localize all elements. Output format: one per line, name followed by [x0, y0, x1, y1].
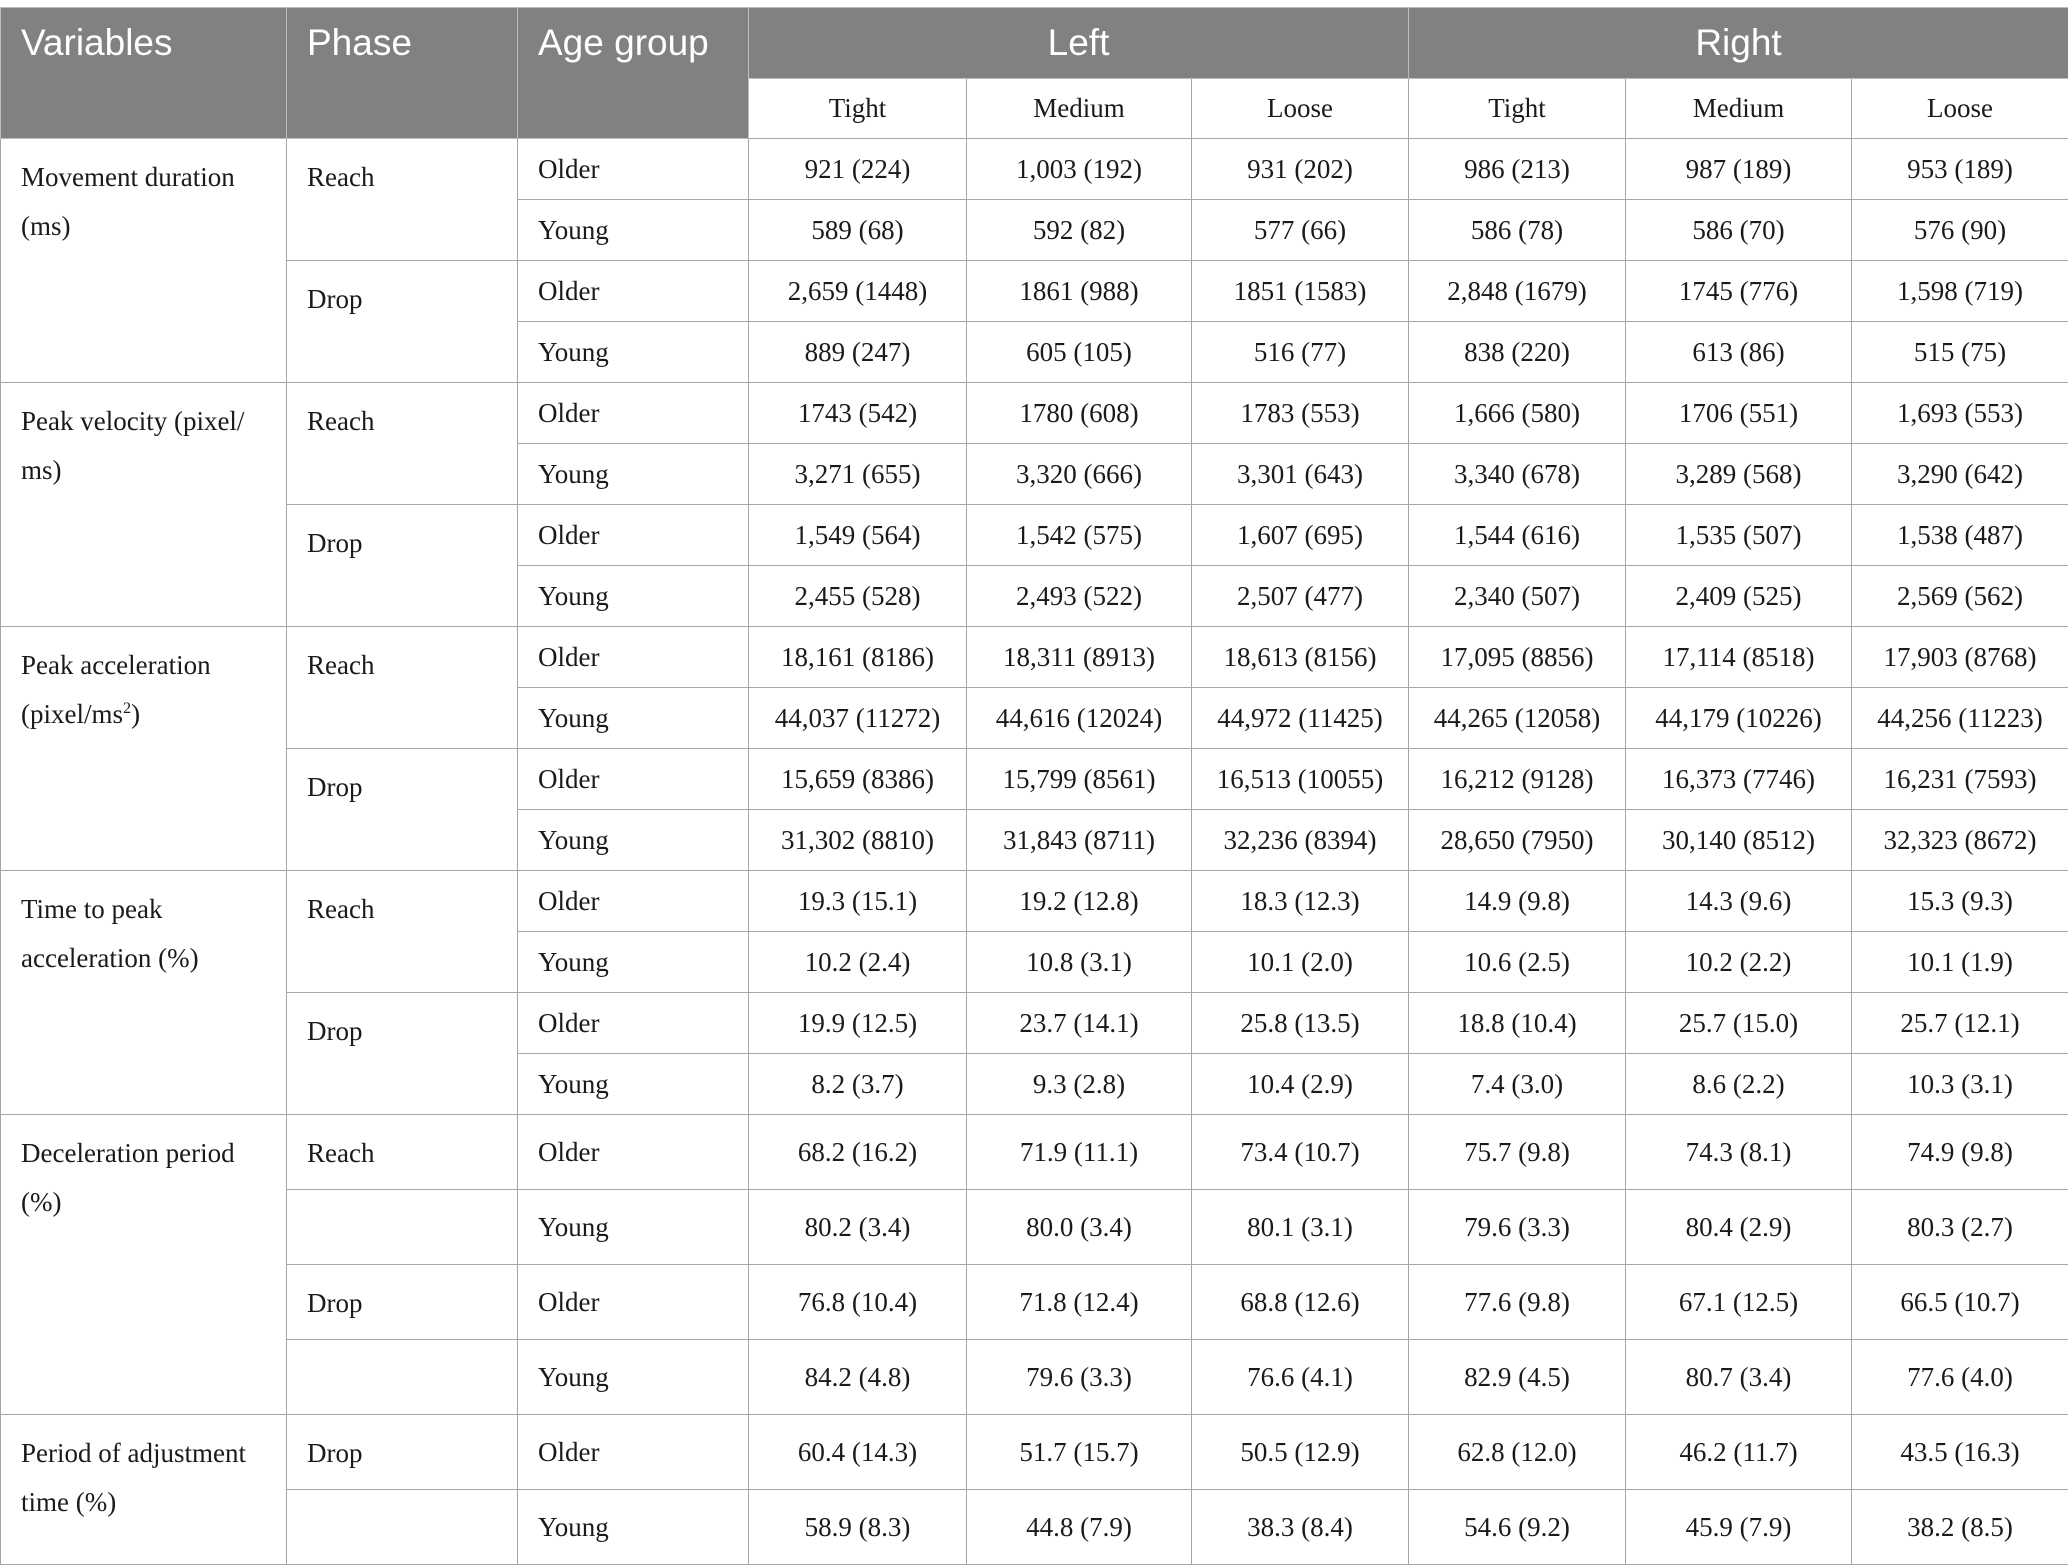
value-cell: 1861 (988) [967, 261, 1192, 322]
phase-label: Drop [287, 505, 518, 627]
value-cell: 986 (213) [1409, 139, 1626, 200]
value-cell: 2,409 (525) [1626, 566, 1852, 627]
value-cell: 23.7 (14.1) [967, 993, 1192, 1054]
value-cell: 31,843 (8711) [967, 810, 1192, 871]
results-table [0, 7, 2068, 1565]
phase-label: Drop [287, 1265, 518, 1340]
phase-label [287, 1190, 518, 1265]
variable-text: 2 [123, 699, 131, 717]
value-cell: 18.3 (12.3) [1192, 871, 1409, 932]
age-group-cell: Older [518, 505, 749, 566]
age-group-cell: Older [518, 1115, 749, 1190]
table-row [1, 1490, 2068, 1565]
value-cell: 10.8 (3.1) [967, 932, 1192, 993]
table-row [1, 1415, 2068, 1490]
table-row [1, 1265, 2068, 1340]
age-group-cell: Older [518, 261, 749, 322]
value-cell: 3,301 (643) [1192, 444, 1409, 505]
value-cell: 50.5 (12.9) [1192, 1415, 1409, 1490]
variable-text: Deceleration period (%) [21, 1138, 235, 1217]
value-cell: 15.3 (9.3) [1852, 871, 2068, 932]
age-group-cell: Young [518, 932, 749, 993]
value-cell: 15,659 (8386) [749, 749, 967, 810]
value-cell: 71.8 (12.4) [967, 1265, 1192, 1340]
value-cell: 60.4 (14.3) [749, 1415, 967, 1490]
value-cell: 79.6 (3.3) [967, 1340, 1192, 1415]
value-cell: 80.1 (3.1) [1192, 1190, 1409, 1265]
value-cell: 25.7 (15.0) [1626, 993, 1852, 1054]
header-phase: Phase [287, 8, 518, 139]
table-row [1, 627, 2068, 688]
value-cell: 44.8 (7.9) [967, 1490, 1192, 1565]
subheader-left-tight: Tight [749, 79, 967, 139]
value-cell: 74.3 (8.1) [1626, 1115, 1852, 1190]
value-cell: 38.3 (8.4) [1192, 1490, 1409, 1565]
value-cell: 1,549 (564) [749, 505, 967, 566]
value-cell: 17,114 (8518) [1626, 627, 1852, 688]
value-cell: 16,513 (10055) [1192, 749, 1409, 810]
age-group-cell: Older [518, 139, 749, 200]
value-cell: 3,289 (568) [1626, 444, 1852, 505]
value-cell: 76.8 (10.4) [749, 1265, 967, 1340]
value-cell: 1743 (542) [749, 383, 967, 444]
age-group-cell: Young [518, 1490, 749, 1565]
value-cell: 838 (220) [1409, 322, 1626, 383]
variable-label [1, 871, 287, 1115]
value-cell: 14.9 (9.8) [1409, 871, 1626, 932]
value-cell: 3,320 (666) [967, 444, 1192, 505]
value-cell: 44,179 (10226) [1626, 688, 1852, 749]
value-cell: 2,569 (562) [1852, 566, 2068, 627]
value-cell: 77.6 (9.8) [1409, 1265, 1626, 1340]
value-cell: 25.8 (13.5) [1192, 993, 1409, 1054]
value-cell: 10.2 (2.2) [1626, 932, 1852, 993]
value-cell: 605 (105) [967, 322, 1192, 383]
value-cell: 586 (78) [1409, 200, 1626, 261]
value-cell: 1,693 (553) [1852, 383, 2068, 444]
value-cell: 17,095 (8856) [1409, 627, 1626, 688]
variable-text: Movement duration (ms) [21, 162, 235, 241]
value-cell: 58.9 (8.3) [749, 1490, 967, 1565]
value-cell: 80.0 (3.4) [967, 1190, 1192, 1265]
value-cell: 1706 (551) [1626, 383, 1852, 444]
value-cell: 9.3 (2.8) [967, 1054, 1192, 1115]
value-cell: 889 (247) [749, 322, 967, 383]
value-cell: 1,003 (192) [967, 139, 1192, 200]
value-cell: 71.9 (11.1) [967, 1115, 1192, 1190]
value-cell: 10.4 (2.9) [1192, 1054, 1409, 1115]
value-cell: 592 (82) [967, 200, 1192, 261]
value-cell: 68.2 (16.2) [749, 1115, 967, 1190]
variable-label [1, 1415, 287, 1565]
value-cell: 28,650 (7950) [1409, 810, 1626, 871]
value-cell: 586 (70) [1626, 200, 1852, 261]
table-row [1, 1340, 2068, 1415]
value-cell: 10.3 (3.1) [1852, 1054, 2068, 1115]
header-age-group: Age group [518, 8, 749, 139]
value-cell: 931 (202) [1192, 139, 1409, 200]
age-group-cell: Older [518, 1415, 749, 1490]
header-right: Right [1409, 8, 2068, 79]
value-cell: 30,140 (8512) [1626, 810, 1852, 871]
value-cell: 19.3 (15.1) [749, 871, 967, 932]
value-cell: 80.2 (3.4) [749, 1190, 967, 1265]
variable-text: Period of adjustment time (%) [21, 1438, 246, 1517]
value-cell: 3,340 (678) [1409, 444, 1626, 505]
value-cell: 19.9 (12.5) [749, 993, 967, 1054]
phase-label: Reach [287, 1115, 518, 1190]
value-cell: 16,373 (7746) [1626, 749, 1852, 810]
value-cell: 2,493 (522) [967, 566, 1192, 627]
table-row [1, 139, 2068, 200]
value-cell: 44,037 (11272) [749, 688, 967, 749]
value-cell: 16,231 (7593) [1852, 749, 2068, 810]
table-row [1, 383, 2068, 444]
age-group-cell: Young [518, 200, 749, 261]
value-cell: 25.7 (12.1) [1852, 993, 2068, 1054]
value-cell: 82.9 (4.5) [1409, 1340, 1626, 1415]
subheader-left-loose: Loose [1192, 79, 1409, 139]
table-row [1, 871, 2068, 932]
value-cell: 68.8 (12.6) [1192, 1265, 1409, 1340]
table-row [1, 749, 2068, 810]
value-cell: 953 (189) [1852, 139, 2068, 200]
value-cell: 576 (90) [1852, 200, 2068, 261]
variable-label [1, 383, 287, 627]
value-cell: 1780 (608) [967, 383, 1192, 444]
value-cell: 44,256 (11223) [1852, 688, 2068, 749]
age-group-cell: Young [518, 1340, 749, 1415]
value-cell: 10.2 (2.4) [749, 932, 967, 993]
value-cell: 67.1 (12.5) [1626, 1265, 1852, 1340]
phase-label: Reach [287, 139, 518, 261]
phase-label: Drop [287, 749, 518, 871]
variable-text: Peak velocity (pixel/ ms) [21, 406, 244, 485]
value-cell: 31,302 (8810) [749, 810, 967, 871]
value-cell: 10.6 (2.5) [1409, 932, 1626, 993]
variable-label [1, 627, 287, 871]
table-row [1, 1115, 2068, 1190]
value-cell: 3,271 (655) [749, 444, 967, 505]
phase-label [287, 1340, 518, 1415]
value-cell: 1783 (553) [1192, 383, 1409, 444]
value-cell: 7.4 (3.0) [1409, 1054, 1626, 1115]
value-cell: 2,848 (1679) [1409, 261, 1626, 322]
value-cell: 74.9 (9.8) [1852, 1115, 2068, 1190]
value-cell: 8.6 (2.2) [1626, 1054, 1852, 1115]
value-cell: 1,544 (616) [1409, 505, 1626, 566]
value-cell: 14.3 (9.6) [1626, 871, 1852, 932]
age-group-cell: Young [518, 1190, 749, 1265]
table-row [1, 261, 2068, 322]
value-cell: 80.4 (2.9) [1626, 1190, 1852, 1265]
value-cell: 1,535 (507) [1626, 505, 1852, 566]
value-cell: 2,340 (507) [1409, 566, 1626, 627]
age-group-cell: Young [518, 322, 749, 383]
value-cell: 62.8 (12.0) [1409, 1415, 1626, 1490]
variable-text: Peak acceleration (pixel/ms [21, 650, 211, 729]
value-cell: 45.9 (7.9) [1626, 1490, 1852, 1565]
value-cell: 2,507 (477) [1192, 566, 1409, 627]
value-cell: 17,903 (8768) [1852, 627, 2068, 688]
age-group-cell: Older [518, 993, 749, 1054]
value-cell: 79.6 (3.3) [1409, 1190, 1626, 1265]
subheader-right-loose: Loose [1852, 79, 2068, 139]
value-cell: 51.7 (15.7) [967, 1415, 1192, 1490]
value-cell: 38.2 (8.5) [1852, 1490, 2068, 1565]
value-cell: 66.5 (10.7) [1852, 1265, 2068, 1340]
value-cell: 18,311 (8913) [967, 627, 1192, 688]
value-cell: 77.6 (4.0) [1852, 1340, 2068, 1415]
value-cell: 44,265 (12058) [1409, 688, 1626, 749]
value-cell: 16,212 (9128) [1409, 749, 1626, 810]
phase-label: Reach [287, 627, 518, 749]
phase-label: Drop [287, 261, 518, 383]
subheader-right-tight: Tight [1409, 79, 1626, 139]
value-cell: 2,659 (1448) [749, 261, 967, 322]
value-cell: 1745 (776) [1626, 261, 1852, 322]
value-cell: 3,290 (642) [1852, 444, 2068, 505]
value-cell: 1,666 (580) [1409, 383, 1626, 444]
value-cell: 80.7 (3.4) [1626, 1340, 1852, 1415]
subheader-left-medium: Medium [967, 79, 1192, 139]
value-cell: 46.2 (11.7) [1626, 1415, 1852, 1490]
variable-label [1, 1115, 287, 1415]
value-cell: 589 (68) [749, 200, 967, 261]
value-cell: 613 (86) [1626, 322, 1852, 383]
value-cell: 44,616 (12024) [967, 688, 1192, 749]
variable-text: ) [131, 699, 140, 729]
age-group-cell: Older [518, 749, 749, 810]
value-cell: 8.2 (3.7) [749, 1054, 967, 1115]
variable-text: Time to peak acceleration (%) [21, 894, 199, 973]
age-group-cell: Older [518, 383, 749, 444]
age-group-cell: Young [518, 810, 749, 871]
subheader-right-medium: Medium [1626, 79, 1852, 139]
age-group-cell: Young [518, 688, 749, 749]
age-group-cell: Young [518, 444, 749, 505]
table-row [1, 1190, 2068, 1265]
header-variables: Variables [1, 8, 287, 139]
value-cell: 80.3 (2.7) [1852, 1190, 2068, 1265]
table-body [1, 139, 2068, 1565]
value-cell: 18,613 (8156) [1192, 627, 1409, 688]
phase-label: Drop [287, 993, 518, 1115]
phase-label [287, 1490, 518, 1565]
value-cell: 10.1 (2.0) [1192, 932, 1409, 993]
variable-label [1, 139, 287, 383]
value-cell: 54.6 (9.2) [1409, 1490, 1626, 1565]
value-cell: 10.1 (1.9) [1852, 932, 2068, 993]
age-group-cell: Older [518, 627, 749, 688]
value-cell: 18,161 (8186) [749, 627, 967, 688]
value-cell: 19.2 (12.8) [967, 871, 1192, 932]
value-cell: 516 (77) [1192, 322, 1409, 383]
phase-label: Reach [287, 871, 518, 993]
age-group-cell: Older [518, 871, 749, 932]
value-cell: 18.8 (10.4) [1409, 993, 1626, 1054]
age-group-cell: Older [518, 1265, 749, 1340]
value-cell: 32,323 (8672) [1852, 810, 2068, 871]
value-cell: 1,607 (695) [1192, 505, 1409, 566]
value-cell: 75.7 (9.8) [1409, 1115, 1626, 1190]
header-left: Left [749, 8, 1409, 79]
value-cell: 1,538 (487) [1852, 505, 2068, 566]
value-cell: 15,799 (8561) [967, 749, 1192, 810]
value-cell: 2,455 (528) [749, 566, 967, 627]
age-group-cell: Young [518, 1054, 749, 1115]
value-cell: 577 (66) [1192, 200, 1409, 261]
phase-label: Drop [287, 1415, 518, 1490]
value-cell: 987 (189) [1626, 139, 1852, 200]
table-row [1, 993, 2068, 1054]
value-cell: 1,598 (719) [1852, 261, 2068, 322]
value-cell: 43.5 (16.3) [1852, 1415, 2068, 1490]
value-cell: 1,542 (575) [967, 505, 1192, 566]
table-row [1, 505, 2068, 566]
value-cell: 73.4 (10.7) [1192, 1115, 1409, 1190]
phase-label: Reach [287, 383, 518, 505]
value-cell: 76.6 (4.1) [1192, 1340, 1409, 1415]
value-cell: 44,972 (11425) [1192, 688, 1409, 749]
header-row [1, 8, 2068, 79]
value-cell: 921 (224) [749, 139, 967, 200]
value-cell: 515 (75) [1852, 322, 2068, 383]
value-cell: 84.2 (4.8) [749, 1340, 967, 1415]
age-group-cell: Young [518, 566, 749, 627]
value-cell: 32,236 (8394) [1192, 810, 1409, 871]
value-cell: 1851 (1583) [1192, 261, 1409, 322]
